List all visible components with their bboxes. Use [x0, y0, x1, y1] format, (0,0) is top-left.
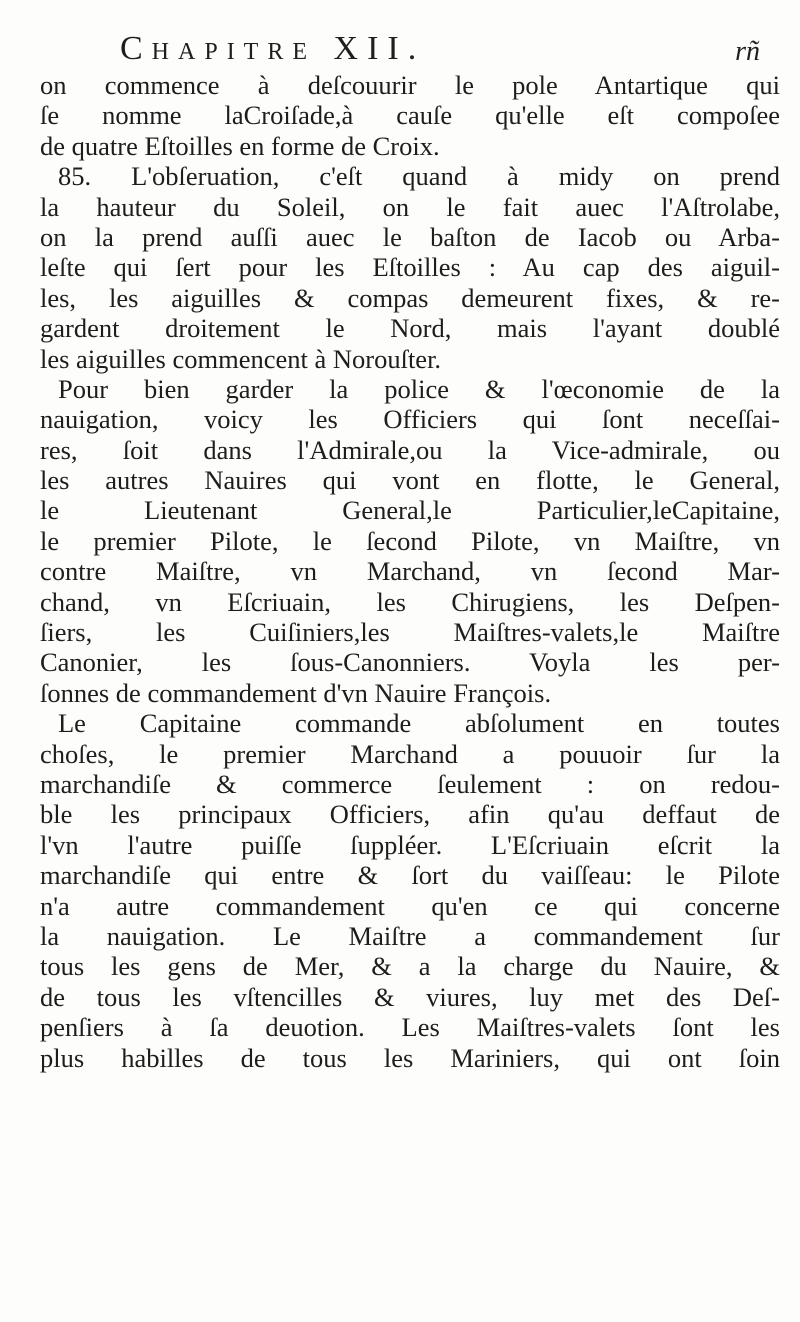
text-line: le premier Pilote, le ſecond Pilote, vn Maiſtre, vn: [40, 525, 780, 556]
running-head: [120, 30, 760, 74]
text-line: Canonier, les ſous-Canonniers. Voyla les per-: [40, 647, 780, 678]
text-line: choſes, le premier Marchand a pouuoir ſur la: [40, 738, 780, 769]
text-line: la hauteur du Soleil, on le fait auec l'Aſtrolabe,: [40, 191, 780, 222]
text-line: leſte qui ſert pour les Eſtoilles : Au cap des aiguil-: [40, 252, 780, 283]
text-line: Le Capitaine commande abſolument en toutes: [58, 708, 780, 739]
text-line: ſonnes de commandement d'vn Nauire François.: [40, 677, 552, 708]
text-line: plus habilles de tous les Mariniers, qui ont ſoin: [40, 1042, 780, 1073]
text-line: n'a autre commandement qu'en ce qui concerne: [40, 890, 780, 921]
text-line: on la prend auſſi auec le baſton de Iacob ou Arba-: [40, 221, 780, 252]
text-line: gardent droitement le Nord, mais l'ayant doublé: [40, 313, 780, 344]
chapter-title: Chapitre XII.: [120, 30, 426, 67]
text-line: res, ſoit dans l'Admirale,ou la Vice-admirale, ou: [40, 434, 780, 465]
text-line: 85. L'obſeruation, c'eſt quand à midy on prend: [58, 161, 780, 192]
text-line: ble les principaux Officiers, afin qu'au deffaut de: [40, 799, 780, 830]
text-line: de tous les vſtencilles & viures, luy met des Deſ-: [40, 981, 780, 1012]
body-text: [40, 70, 780, 1073]
text-line: contre Maiſtre, vn Marchand, vn ſecond Mar-: [40, 556, 780, 587]
text-line: les aiguilles commencent à Norouſter.: [40, 343, 442, 374]
text-line: marchandiſe qui entre & ſort du vaiſſeau: le Pilote: [40, 860, 780, 891]
text-line: nauigation, voicy les Officiers qui ſont neceſſai-: [40, 404, 780, 435]
text-line: de quatre Eſtoilles en forme de Croix.: [40, 130, 440, 161]
text-line: ſe nomme laCroiſade,à cauſe qu'elle eſt compoſee: [40, 100, 780, 131]
text-line: penſiers à ſa deuotion. Les Maiſtres-valets ſont les: [40, 1012, 780, 1043]
text-line: le Lieutenant General,le Particulier,leCapitaine,: [40, 495, 780, 526]
page-number: rñ: [735, 36, 760, 67]
text-line: Pour bien garder la police & l'œconomie de la: [58, 373, 780, 404]
text-line: les autres Nauires qui vont en flotte, le General,: [40, 465, 780, 496]
text-line: chand, vn Eſcriuain, les Chirugiens, les Deſpen-: [40, 586, 780, 617]
text-line: les, les aiguilles & compas demeurent fixes, & re-: [40, 282, 780, 313]
text-line: la nauigation. Le Maiſtre a commandement ſur: [40, 920, 780, 951]
text-line: on commence à deſcouurir le pole Antartique qui: [40, 70, 780, 100]
text-line: l'vn l'autre puiſſe ſuppléer. L'Eſcriuain eſcrit la: [40, 829, 780, 860]
text-line: tous les gens de Mer, & a la charge du Nauire, &: [40, 951, 780, 982]
text-line: ſiers, les Cuiſiniers,les Maiſtres-valets,le Maiſtre: [40, 617, 780, 648]
text-line: marchandiſe & commerce ſeulement : on redou-: [40, 768, 780, 799]
